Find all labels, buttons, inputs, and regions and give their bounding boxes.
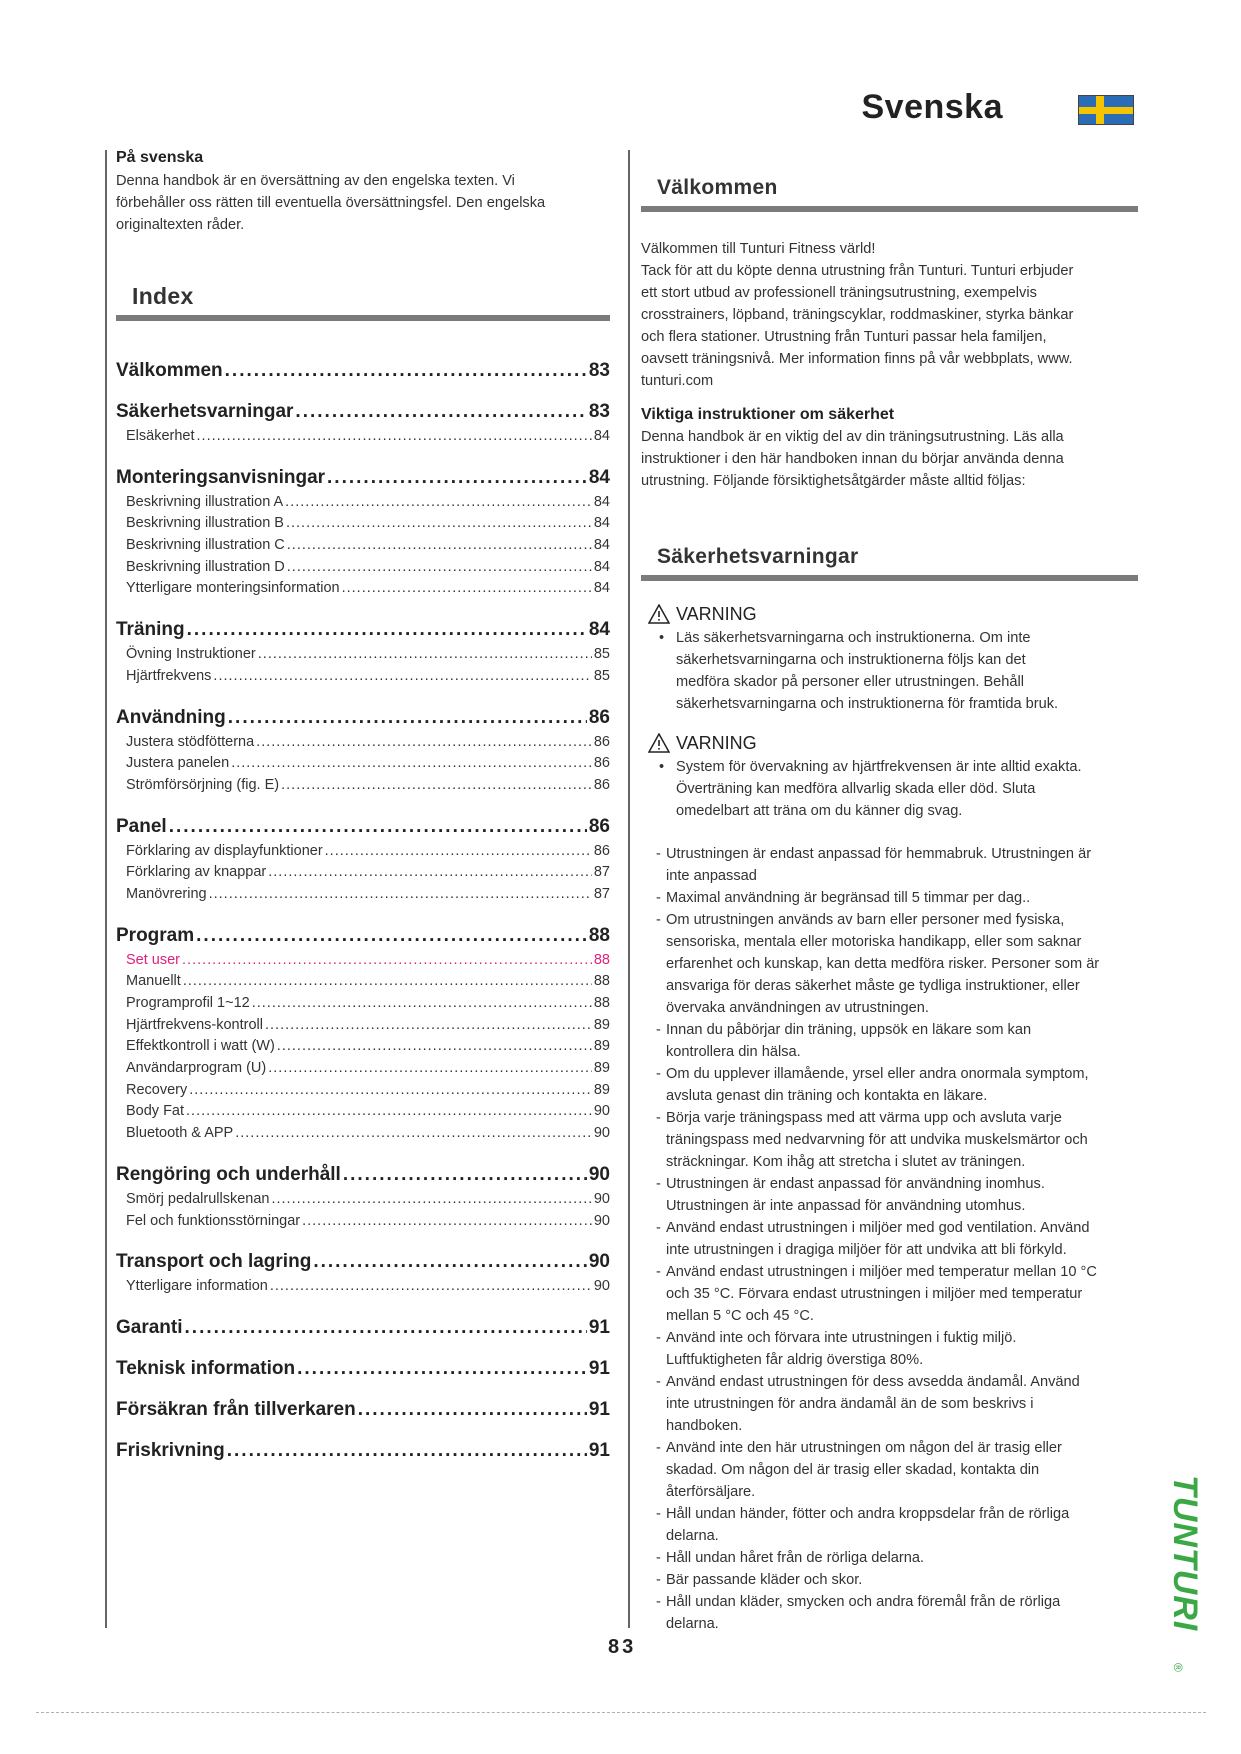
toc-dots bbox=[342, 580, 592, 596]
toc-subentry-label: Övning Instruktioner bbox=[126, 646, 256, 663]
toc-entry-label: Garanti bbox=[116, 1316, 183, 1338]
safety-item-line: inte utrustningen för andra ändamål än de som beskrivs i bbox=[666, 1396, 1034, 1412]
warning-2 bbox=[648, 730, 1140, 756]
toc-subentry[interactable] bbox=[116, 559, 610, 581]
safety-item bbox=[648, 1591, 1140, 1635]
safety-item-line: Om du upplever illamående, yrsel eller andra onormala symptom, bbox=[666, 1066, 1089, 1082]
toc-dots bbox=[277, 1038, 592, 1054]
toc-dots bbox=[271, 1191, 591, 1207]
toc-entry[interactable] bbox=[116, 360, 610, 384]
toc-subentry-page: 87 bbox=[593, 864, 610, 881]
toc-entry-page: 83 bbox=[588, 401, 610, 422]
toc-dots bbox=[209, 886, 592, 902]
welcome-line: tunturi.com bbox=[641, 373, 714, 389]
toc-entry-page: 91 bbox=[588, 1316, 610, 1338]
toc-entry-label: Försäkran från tillverkaren bbox=[116, 1398, 356, 1420]
safety-item bbox=[648, 1327, 1140, 1371]
safety-item-line: Håll undan händer, fötter och andra kroppsdelar från de rörliga bbox=[666, 1506, 1070, 1522]
toc-entry[interactable] bbox=[116, 619, 610, 643]
safety-item-line: och 35 °C. Förvara endast utrustningen i miljöer med temperatur bbox=[666, 1286, 1083, 1302]
warning-line: säkerhetsvarningarna och instruktionerna följs kan det bbox=[676, 652, 1026, 668]
warning-line: medföra skador på personer eller utrustningen. Behåll bbox=[676, 674, 1025, 690]
toc-entry-label: Friskrivning bbox=[116, 1439, 225, 1461]
toc-dots bbox=[197, 428, 592, 444]
toc-subentry-label: Förklaring av displayfunktioner bbox=[126, 842, 323, 859]
toc-subentry-label: Effektkontroll i watt (W) bbox=[126, 1038, 275, 1055]
toc-subentry[interactable] bbox=[116, 1038, 610, 1060]
toc-entry-label: Monteringsanvisningar bbox=[116, 466, 326, 488]
toc-entry-page: 91 bbox=[588, 1357, 610, 1379]
safety-item-line: erfarenhet och kunskap, kan detta medföra risker. Personer som är bbox=[666, 956, 1100, 972]
safety-heading-bar bbox=[641, 575, 1138, 581]
safety-item-line: återförsäljare. bbox=[666, 1484, 756, 1500]
toc-dots bbox=[258, 646, 592, 662]
toc-dots bbox=[325, 843, 592, 859]
safety-heading: Säkerhetsvarningar bbox=[657, 545, 859, 568]
toc-entry-label: Välkommen bbox=[116, 360, 223, 381]
safety-item bbox=[648, 909, 1140, 1019]
toc-subentry[interactable] bbox=[116, 668, 610, 690]
bottom-rule bbox=[36, 1712, 1206, 1713]
safety-item-line: Börja varje träningspass med att värma upp och avsluta varje bbox=[666, 1110, 1062, 1126]
warning-label: VARNING bbox=[676, 733, 757, 753]
toc-entry-page: 90 bbox=[588, 1251, 610, 1273]
toc-subentry[interactable] bbox=[116, 1060, 610, 1082]
toc-subentry-label: Användarprogram (U) bbox=[126, 1060, 267, 1077]
toc-subentry[interactable] bbox=[116, 952, 610, 974]
toc-entry-page: 86 bbox=[588, 706, 610, 728]
toc-entry[interactable] bbox=[116, 467, 610, 491]
toc-subentry[interactable] bbox=[116, 734, 610, 756]
toc-subentry-label: Manövrering bbox=[126, 885, 207, 902]
toc-dots bbox=[286, 515, 592, 531]
toc-dots bbox=[313, 1251, 587, 1273]
toc-group bbox=[116, 401, 610, 450]
toc-group bbox=[116, 707, 610, 799]
toc-entry-label: Säkerhetsvarningar bbox=[116, 401, 294, 422]
toc-subentry-page: 84 bbox=[593, 558, 610, 575]
toc-dots bbox=[169, 816, 587, 838]
toc-entry[interactable] bbox=[116, 1251, 610, 1275]
toc-subentry[interactable] bbox=[116, 777, 610, 799]
toc-group bbox=[116, 816, 610, 908]
toc-subentry[interactable] bbox=[116, 1213, 610, 1235]
warning-1 bbox=[648, 601, 1140, 627]
toc-dots bbox=[268, 1060, 592, 1076]
toc-dots bbox=[265, 1017, 592, 1033]
welcome-line: Tack för att du köpte denna utrustning från Tunturi. Tunturi erbjuder bbox=[641, 263, 1074, 279]
toc-subentry-page: 86 bbox=[593, 733, 610, 750]
toc-subentry-label: Beskrivning illustration A bbox=[126, 493, 284, 510]
safety-item-line: delarna. bbox=[666, 1528, 719, 1544]
toc-subentry-label: Elsäkerhet bbox=[126, 428, 195, 444]
toc-dots bbox=[343, 1164, 587, 1186]
safety-item-line: handboken. bbox=[666, 1418, 743, 1434]
warning-line: System för övervakning av hjärtfrekvensen är inte alltid exakta. bbox=[676, 759, 1082, 775]
toc-subentry[interactable] bbox=[116, 864, 610, 886]
safety-item-line: övervaka användningen av utrustningen. bbox=[666, 1000, 929, 1016]
safety-item bbox=[648, 887, 1140, 909]
warning-triangle-icon bbox=[648, 733, 670, 753]
toc-dots bbox=[327, 467, 587, 489]
toc-subentry[interactable] bbox=[116, 755, 610, 777]
welcome-line: ett stort utbud av professionell träningsutrustning, exempelvis bbox=[641, 285, 1037, 301]
toc-subentry-page: 90 bbox=[593, 1278, 610, 1295]
toc-subentry-page: 84 bbox=[593, 580, 610, 597]
toc-subentry-page: 86 bbox=[593, 755, 610, 772]
intro-text bbox=[116, 170, 610, 236]
toc-entry-label: Panel bbox=[116, 815, 167, 837]
registered-mark: ® bbox=[1171, 1663, 1185, 1672]
toc-subentry-label: Justera panelen bbox=[126, 755, 230, 772]
toc-subentry-label: Justera stödfötterna bbox=[126, 733, 255, 750]
safety-item-line: Håll undan kläder, smycken och andra föremål från de rörliga bbox=[666, 1594, 1061, 1610]
toc-entry[interactable] bbox=[116, 1440, 610, 1464]
toc-subentry-page: 88 bbox=[593, 951, 610, 968]
toc-subentry-page: 84 bbox=[593, 428, 610, 444]
toc-subentry-label: Set user bbox=[126, 951, 180, 968]
toc-dots bbox=[227, 1440, 587, 1462]
toc-group bbox=[116, 1399, 610, 1423]
safety-item bbox=[648, 1371, 1140, 1437]
safety-line: utrustning. Följande försiktighetsåtgärder måste alltid följas: bbox=[641, 473, 1026, 489]
page-number: 83 bbox=[608, 1636, 637, 1658]
toc-entry-page: 84 bbox=[588, 466, 610, 488]
toc-subentry[interactable] bbox=[116, 995, 610, 1017]
safety-instructions-title: Viktiga instruktioner om säkerhet bbox=[641, 406, 895, 423]
toc-subentry[interactable] bbox=[116, 843, 610, 865]
toc-subentry-label: Bluetooth & APP bbox=[126, 1125, 234, 1142]
intro-block bbox=[116, 148, 610, 236]
toc-group bbox=[116, 1164, 610, 1234]
safety-item bbox=[648, 1019, 1140, 1063]
toc-subentry-label: Förklaring av knappar bbox=[126, 864, 267, 881]
safety-item bbox=[648, 843, 1140, 887]
toc-subentry[interactable] bbox=[116, 973, 610, 995]
toc-subentry-page: 90 bbox=[593, 1125, 610, 1142]
safety-item bbox=[648, 1547, 1140, 1569]
toc-entry-page: 88 bbox=[588, 924, 610, 946]
warning-line: säkerhetsvarningarna och instruktionerna för framtida bruk. bbox=[676, 696, 1059, 712]
welcome-text bbox=[641, 238, 1139, 392]
safety-item-line: Luftfuktigheten får aldrig överstiga 80%. bbox=[666, 1352, 924, 1368]
toc-subentry-label: Smörj pedalrullskenan bbox=[126, 1190, 270, 1207]
safety-item-line: Håll undan håret från de rörliga delarna. bbox=[666, 1550, 924, 1566]
column-divider-middle bbox=[628, 150, 630, 1628]
toc-subentry-label: Beskrivning illustration D bbox=[126, 558, 285, 575]
toc-dots bbox=[182, 952, 592, 968]
toc-subentry-label: Ytterligare information bbox=[126, 1278, 268, 1295]
toc-subentry-label: Manuellt bbox=[126, 973, 181, 990]
safety-item bbox=[648, 1063, 1140, 1107]
toc-entry[interactable] bbox=[116, 1164, 610, 1188]
toc-entry[interactable] bbox=[116, 707, 610, 731]
toc-group bbox=[116, 1358, 610, 1382]
toc-subentry-page: 87 bbox=[593, 885, 610, 902]
toc-dots bbox=[256, 734, 592, 750]
toc-subentry-page: 88 bbox=[593, 995, 610, 1011]
toc-group bbox=[116, 467, 610, 602]
toc-subentry-label: Beskrivning illustration B bbox=[126, 515, 284, 532]
toc-subentry[interactable] bbox=[116, 580, 610, 602]
toc-dots bbox=[295, 401, 586, 423]
toc-dots bbox=[270, 1278, 592, 1294]
toc-subentry[interactable] bbox=[116, 1278, 610, 1300]
toc-subentry-page: 85 bbox=[593, 667, 610, 684]
safety-item-line: inte utrustningen i dragiga miljöer för att undvika att bli förkyld. bbox=[666, 1242, 1067, 1258]
toc-entry-page: 86 bbox=[588, 815, 610, 837]
safety-item-line: Utrustningen är endast anpassad för användning inomhus. bbox=[666, 1176, 1045, 1192]
welcome-line: crosstrainers, löpband, träningscyklar, roddmaskiner, styrka bänkar bbox=[641, 307, 1074, 323]
toc-subentry-page: 89 bbox=[593, 1081, 610, 1098]
safety-item-line: Använd endast utrustningen i miljöer med temperatur mellan 10 °C bbox=[666, 1264, 1097, 1280]
toc-subentry-page: 86 bbox=[593, 776, 610, 793]
toc-entry[interactable] bbox=[116, 925, 610, 949]
safety-item bbox=[648, 1503, 1140, 1547]
toc-subentry-page: 85 bbox=[593, 646, 610, 663]
toc-dots bbox=[285, 494, 592, 510]
toc-entry-label: Användning bbox=[116, 706, 226, 728]
safety-item-line: kontrollera din hälsa. bbox=[666, 1044, 801, 1060]
toc-subentry-page: 90 bbox=[593, 1212, 610, 1229]
toc-dots bbox=[185, 1317, 587, 1339]
safety-item bbox=[648, 1173, 1140, 1217]
toc-entry-page: 84 bbox=[588, 619, 610, 641]
intro-line: Denna handbok är en översättning av den engelska texten. Vi bbox=[116, 173, 515, 189]
safety-list bbox=[648, 843, 1140, 1635]
toc-subentry-label: Hjärtfrekvens bbox=[126, 667, 212, 684]
safety-item-line: träningspass med nedvarvning för att undvika muskelsmärtor och bbox=[666, 1132, 1088, 1148]
welcome-line: och flera stationer. Utrustning från Tunturi passar hela familjen, bbox=[641, 329, 1047, 345]
toc-subentry[interactable] bbox=[116, 1103, 610, 1125]
toc-entry[interactable] bbox=[116, 1317, 610, 1341]
toc-entry-label: Program bbox=[116, 924, 195, 946]
safety-item-line: Utrustningen är inte anpassad för användning utomhus. bbox=[666, 1198, 1026, 1214]
toc-dots bbox=[287, 537, 592, 553]
toc-subentry[interactable] bbox=[116, 537, 610, 559]
toc-entry-page: 91 bbox=[588, 1439, 610, 1461]
toc-subentry-page: 90 bbox=[593, 1190, 610, 1207]
safety-item-line: Använd endast utrustningen för dess avsedda ändamål. Använd bbox=[666, 1374, 1080, 1390]
toc-subentry-page: 89 bbox=[593, 1060, 610, 1077]
toc-subentry[interactable] bbox=[116, 1191, 610, 1213]
safety-item-line: sträckningar. Kom ihåg att stretcha i slutet av träningen. bbox=[666, 1154, 1026, 1170]
toc-subentry-page: 89 bbox=[593, 1016, 610, 1033]
warning-line: Överträning kan medföra allvarlig skada eller död. Sluta bbox=[676, 781, 1036, 797]
toc-dots bbox=[189, 1082, 592, 1098]
welcome-body bbox=[641, 238, 1139, 492]
safety-item-line: Om utrustningen används av barn eller personer med fysiska, bbox=[666, 912, 1065, 928]
safety-item-line: Använd endast utrustningen i miljöer med god ventilation. Använd bbox=[666, 1220, 1090, 1236]
toc-dots bbox=[302, 1213, 592, 1229]
toc-dots bbox=[228, 707, 587, 729]
toc-subentry-label: Fel och funktionsstörningar bbox=[126, 1212, 301, 1229]
toc-group bbox=[116, 360, 610, 384]
toc-subentry-page: 90 bbox=[593, 1103, 610, 1120]
welcome-heading-bar bbox=[641, 206, 1138, 212]
tunturi-logo bbox=[1162, 1470, 1206, 1680]
toc-dots bbox=[186, 1103, 592, 1119]
safety-item-line: ansvariga för deras säkerhet måste ge tydliga instruktioner, eller bbox=[666, 978, 1080, 994]
warning-label: VARNING bbox=[676, 604, 757, 624]
safety-instructions-text bbox=[641, 426, 1139, 492]
toc-entry-label: Träning bbox=[116, 619, 185, 641]
toc-group bbox=[116, 1251, 610, 1300]
toc-dots bbox=[287, 559, 592, 575]
safety-item-line: Använd inte den här utrustningen om någon del är trasig eller bbox=[666, 1440, 1062, 1456]
safety-body bbox=[648, 601, 1140, 1635]
toc-subentry-page: 89 bbox=[593, 1038, 610, 1055]
toc-dots bbox=[225, 360, 587, 382]
toc-entry-page: 90 bbox=[588, 1163, 610, 1185]
toc-group bbox=[116, 619, 610, 689]
toc-subentry-label: Ytterligare monteringsinformation bbox=[126, 580, 340, 597]
toc-subentry-label: Programprofil 1~12 bbox=[126, 995, 250, 1011]
safety-item-line: sensoriska, mentala eller motoriska handikapp, eller som saknar bbox=[666, 934, 1082, 950]
welcome-line: Välkommen till Tunturi Fitness värld! bbox=[641, 241, 876, 257]
table-of-contents bbox=[116, 360, 610, 1481]
safety-item-line: Bär passande kläder och skor. bbox=[666, 1572, 863, 1588]
toc-subentry[interactable] bbox=[116, 1017, 610, 1039]
language-title: Svenska bbox=[861, 88, 1003, 126]
toc-entry-label: Teknisk information bbox=[116, 1357, 296, 1379]
toc-subentry-label: Strömförsörjning (fig. E) bbox=[126, 776, 280, 793]
safety-item-line: Maximal användning är begränsad till 5 timmar per dag.. bbox=[666, 890, 1031, 906]
safety-item-line: Utrustningen är endast anpassad för hemmabruk. Utrustningen är bbox=[666, 846, 1092, 862]
toc-subentry[interactable] bbox=[116, 1125, 610, 1147]
safety-item bbox=[648, 1107, 1140, 1173]
toc-dots bbox=[235, 1125, 592, 1141]
safety-item-line: mellan 5 °C och 45 °C. bbox=[666, 1308, 814, 1324]
safety-item-line: skadad. Om någon del är trasig eller skadad, kontakta din bbox=[666, 1462, 1040, 1478]
toc-subentry-page: 84 bbox=[593, 537, 610, 554]
toc-dots bbox=[358, 1399, 587, 1421]
index-heading-bar bbox=[116, 315, 610, 321]
toc-subentry-page: 84 bbox=[593, 515, 610, 532]
safety-line: instruktioner i den här handboken innan du börjar använda denna bbox=[641, 451, 1064, 467]
intro-line: förbehåller oss rätten till eventuella översättningsfel. Den engelska bbox=[116, 195, 546, 211]
index-heading: Index bbox=[132, 283, 194, 309]
welcome-heading: Välkommen bbox=[657, 176, 778, 199]
toc-entry-label: Transport och lagring bbox=[116, 1251, 312, 1273]
toc-group bbox=[116, 925, 610, 1147]
safety-item-line: Innan du påbörjar din träning, uppsök en läkare som kan bbox=[666, 1022, 1032, 1038]
toc-subentry-page: 88 bbox=[593, 973, 610, 990]
safety-item bbox=[648, 1569, 1140, 1591]
toc-entry[interactable] bbox=[116, 816, 610, 840]
toc-subentry-label: Beskrivning illustration C bbox=[126, 537, 285, 554]
toc-dots bbox=[268, 864, 592, 880]
welcome-line: oavsett träningsnivå. Mer information finns på vår webbplats, www. bbox=[641, 351, 1073, 367]
toc-dots bbox=[183, 973, 592, 989]
toc-dots bbox=[213, 668, 591, 684]
toc-dots bbox=[187, 619, 587, 641]
swedish-flag-icon bbox=[1078, 95, 1134, 125]
toc-dots bbox=[252, 995, 592, 1011]
column-divider-left bbox=[105, 150, 107, 1628]
toc-subentry-page: 86 bbox=[593, 842, 610, 859]
safety-item-line: inte anpassad bbox=[666, 868, 757, 884]
safety-item-line: avsluta genast din träning och kontakta en läkare. bbox=[666, 1088, 988, 1104]
toc-subentry[interactable] bbox=[116, 515, 610, 537]
warning-1-text bbox=[648, 627, 1140, 715]
warning-line: Läs säkerhetsvarningarna och instruktionerna. Om inte bbox=[676, 630, 1031, 646]
toc-subentry[interactable] bbox=[116, 886, 610, 908]
toc-entry-page: 91 bbox=[588, 1398, 610, 1420]
tunturi-logo-text: TUNTURI bbox=[1166, 1475, 1204, 1632]
toc-entry-label: Rengöring och underhåll bbox=[116, 1163, 341, 1185]
safety-item bbox=[648, 1261, 1140, 1327]
toc-dots bbox=[281, 777, 592, 793]
toc-group bbox=[116, 1440, 610, 1464]
toc-dots bbox=[196, 925, 587, 947]
toc-subentry[interactable] bbox=[116, 428, 610, 450]
toc-subentry[interactable] bbox=[116, 1082, 610, 1104]
toc-subentry-page: 84 bbox=[593, 493, 610, 510]
toc-group bbox=[116, 1317, 610, 1341]
toc-subentry-label: Recovery bbox=[126, 1081, 188, 1098]
toc-subentry-label: Hjärtfrekvens-kontroll bbox=[126, 1016, 263, 1033]
toc-dots bbox=[231, 755, 592, 771]
toc-subentry[interactable] bbox=[116, 646, 610, 668]
safety-item bbox=[648, 1437, 1140, 1503]
warning-line: omedelbart att träna om du känner dig svag. bbox=[676, 803, 963, 819]
intro-title: På svenska bbox=[116, 149, 204, 166]
safety-item-line: delarna. bbox=[666, 1616, 719, 1632]
safety-line: Denna handbok är en viktig del av din träningsutrustning. Läs alla bbox=[641, 429, 1064, 445]
toc-dots bbox=[297, 1358, 587, 1380]
warning-2-text bbox=[648, 756, 1140, 822]
safety-item-line: Använd inte och förvara inte utrustningen i fuktig miljö. bbox=[666, 1330, 1017, 1346]
toc-entry-page: 83 bbox=[588, 360, 610, 381]
toc-entry[interactable] bbox=[116, 1399, 610, 1423]
toc-subentry-label: Body Fat bbox=[126, 1103, 185, 1120]
safety-item bbox=[648, 1217, 1140, 1261]
intro-line: originaltexten råder. bbox=[116, 217, 245, 233]
warning-triangle-icon bbox=[648, 604, 670, 624]
toc-entry[interactable] bbox=[116, 1358, 610, 1382]
toc-subentry[interactable] bbox=[116, 494, 610, 516]
toc-entry[interactable] bbox=[116, 401, 610, 425]
